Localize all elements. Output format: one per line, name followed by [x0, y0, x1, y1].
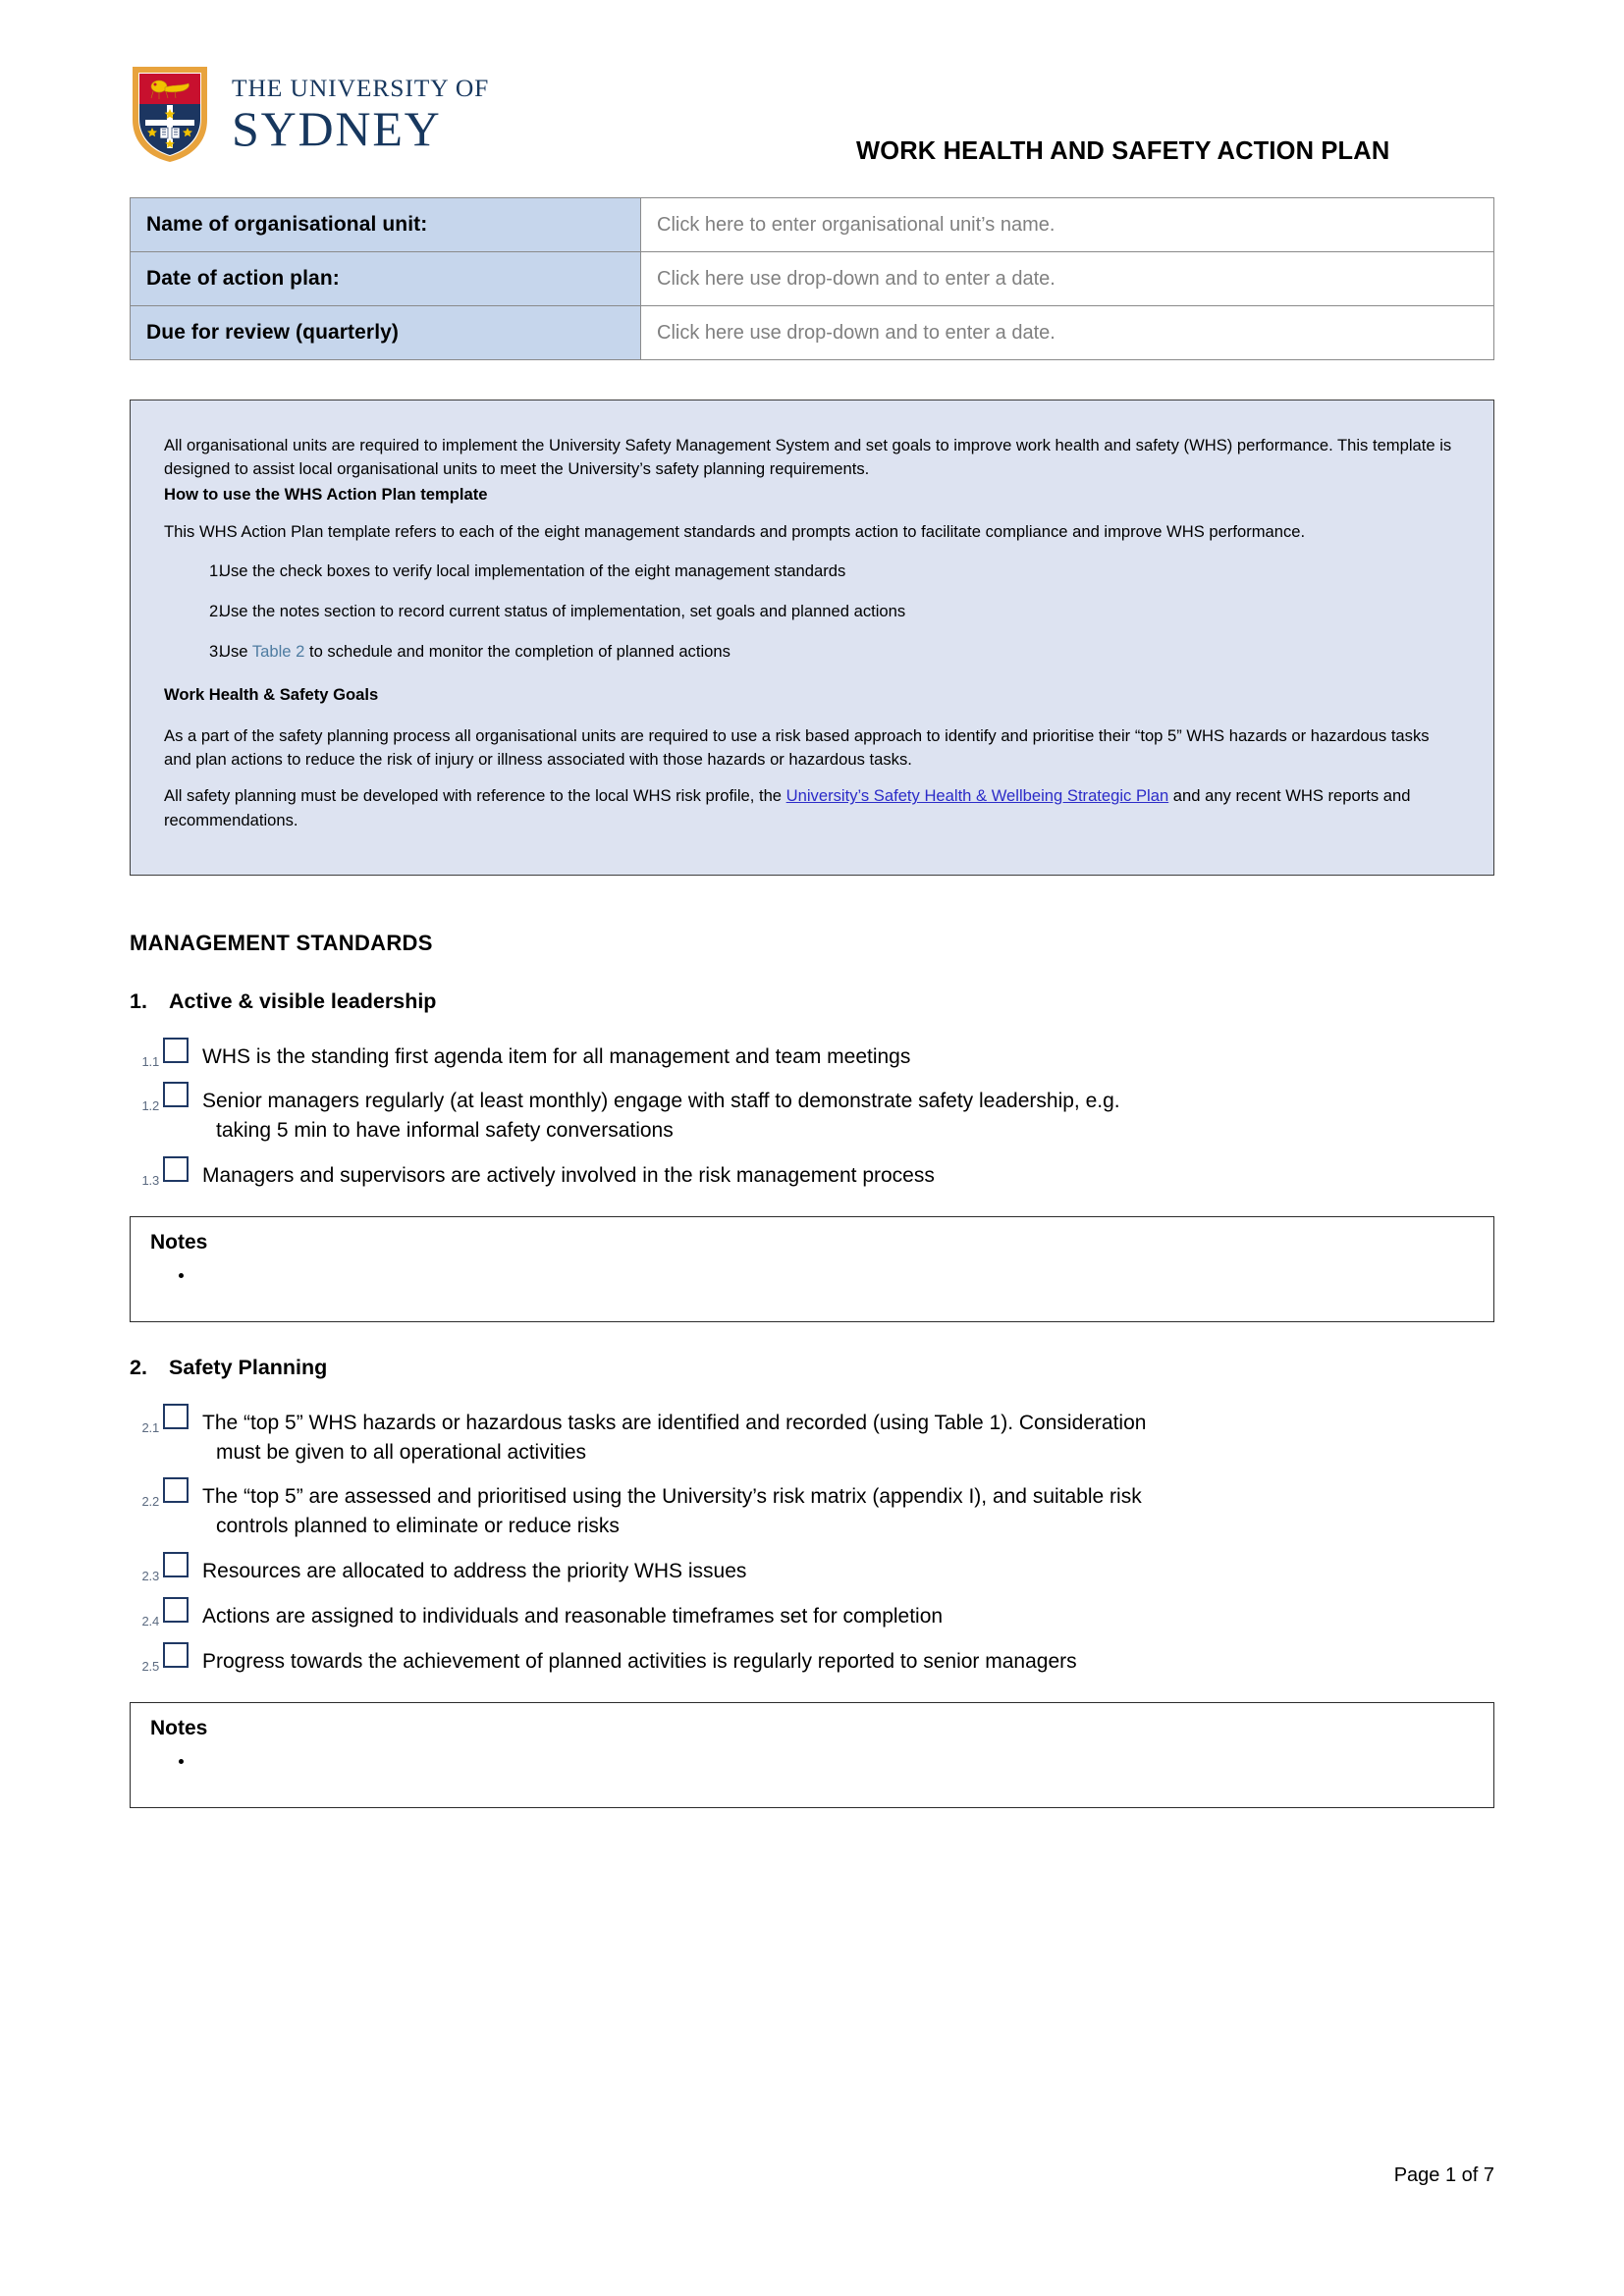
checklist-item-text — [189, 1078, 1120, 1146]
notes-bullet-list[interactable] — [150, 1750, 1474, 1772]
field-input-org-unit[interactable]: Click here to enter organisational unit’s name. — [641, 198, 1494, 252]
checklist-item-number: 1.2 — [141, 1098, 159, 1114]
field-input-date-of-plan[interactable]: Click here use drop-down and to enter a date. — [641, 252, 1494, 306]
checklist-item-text: WHS is the standing first agenda item for all management and team meetings — [202, 1044, 911, 1068]
checklist-item-line-2: must be given to all operational activities — [216, 1440, 587, 1464]
checklist-item-line-1: The “top 5” are assessed and prioritised using the University’s risk matrix (appendix I), and suitable risk — [202, 1485, 1142, 1509]
standard-title: Safety Planning — [169, 1355, 328, 1379]
table-2-crossref-link[interactable]: Table 2 — [251, 642, 305, 662]
notes-box-standard-2[interactable] — [130, 1702, 1494, 1808]
list-item — [130, 1593, 1494, 1631]
list-item — [130, 1034, 1494, 1072]
step-text-suffix: to schedule and monitor the completion of planned actions — [304, 642, 731, 662]
list-item — [130, 1638, 1494, 1677]
goals-paragraph: As a part of the safety planning process all organisational units are required to use a risk based approach to identify and prioritise their “top 5” WHS hazards or hazardous tasks and plan actions to reduce the risk of injury or illness associated with those hazards or hazardous tasks. — [164, 726, 1430, 770]
checklist-item-number: 1.3 — [141, 1173, 159, 1188]
notes-box-standard-1[interactable] — [130, 1216, 1494, 1322]
list-item — [164, 600, 1458, 623]
checklist-standard-1 — [130, 1034, 1494, 1191]
list-item — [130, 1152, 1494, 1191]
field-label-date-of-plan: Date of action plan: — [131, 252, 641, 306]
checklist-item-line-2: controls planned to eliminate or reduce risks — [216, 1515, 620, 1538]
checklist-item-number: 2.4 — [141, 1613, 159, 1629]
page-footer: Page 1 of 7 — [1393, 2164, 1494, 2186]
field-label-due-for-review: Due for review (quarterly) — [131, 306, 641, 360]
intro-paragraph-2: This WHS Action Plan template refers to each of the eight management standards and prompts action to facilitate compliance and improve WHS performance. — [164, 522, 1306, 542]
intro-paragraph-1: All organisational units are required to implement the University Safety Management System and set goals to improve work health and safety (WHS) performance. This template is designed to assist local organisational units to meet the University’s safety planning requirements. — [164, 436, 1452, 479]
reference-prefix: All safety planning must be developed with reference to the local WHS risk profile, the — [164, 786, 786, 806]
checklist-item-text — [189, 1473, 1142, 1541]
page-header — [130, 57, 1494, 189]
checkbox-2-3[interactable] — [163, 1552, 189, 1577]
list-item[interactable] — [195, 1750, 1474, 1772]
plan-details-table — [130, 197, 1494, 360]
list-item — [130, 1548, 1494, 1586]
checkbox-1-3[interactable] — [163, 1156, 189, 1182]
standard-heading-2 — [130, 1356, 1494, 1380]
instructions-panel — [130, 400, 1494, 876]
table-row — [131, 252, 1494, 306]
checklist-item-number: 2.2 — [141, 1494, 159, 1510]
field-input-due-for-review[interactable]: Click here use drop-down and to enter a date. — [641, 306, 1494, 360]
wordmark-line-1: THE UNIVERSITY OF — [232, 74, 490, 103]
list-item — [130, 1473, 1494, 1541]
page-title: WORK HEALTH AND SAFETY ACTION PLAN — [856, 137, 1390, 165]
checkbox-2-5[interactable] — [163, 1642, 189, 1668]
university-of-sydney-crest-icon — [130, 63, 210, 165]
checklist-item-number: 2.5 — [141, 1658, 159, 1674]
step-number: 2. — [209, 602, 223, 621]
checklist-item-line-1: Senior managers regularly (at least monthly) engage with staff to demonstrate safety leadership, e.g. — [202, 1090, 1120, 1113]
table-row — [131, 198, 1494, 252]
checklist-item-number: 2.1 — [141, 1419, 159, 1435]
reference-paragraph — [164, 784, 1458, 831]
step-text: Use the check boxes to verify local implementation of the eight management standards — [219, 561, 846, 581]
step-text-prefix: Use — [219, 642, 252, 662]
university-logo — [130, 57, 489, 165]
checklist-item-line-1: The “top 5” WHS hazards or hazardous tasks are identified and recorded (using Table 1). Consideration — [202, 1411, 1147, 1434]
standard-number: 2. — [130, 1355, 147, 1379]
notes-heading: Notes — [150, 1716, 208, 1739]
table-row — [131, 306, 1494, 360]
list-item — [164, 560, 1458, 583]
step-number: 1. — [209, 561, 223, 581]
standard-title: Active & visible leadership — [169, 988, 437, 1013]
management-standards-heading: MANAGEMENT STANDARDS — [130, 930, 433, 955]
checkbox-2-4[interactable] — [163, 1597, 189, 1623]
checklist-item-text: Resources are allocated to address the priority WHS issues — [202, 1560, 747, 1583]
checklist-item-line-2: taking 5 min to have informal safety conversations — [216, 1119, 674, 1143]
instruction-steps-list — [164, 560, 1458, 664]
list-item — [130, 1400, 1494, 1468]
checkbox-1-1[interactable] — [163, 1038, 189, 1063]
checkbox-2-1[interactable] — [163, 1404, 189, 1429]
checkbox-2-2[interactable] — [163, 1477, 189, 1503]
checklist-item-text — [189, 1400, 1146, 1468]
checklist-item-text: Actions are assigned to individuals and reasonable timeframes set for completion — [202, 1604, 944, 1628]
notes-heading: Notes — [150, 1230, 208, 1254]
step-text — [219, 640, 731, 664]
checklist-item-text: Managers and supervisors are actively involved in the risk management process — [202, 1164, 935, 1187]
step-text: Use the notes section to record current status of implementation, set goals and planned actions — [219, 602, 906, 621]
strategic-plan-link[interactable]: University’s Safety Health & Wellbeing Strategic Plan — [785, 786, 1169, 806]
checklist-item-number: 2.3 — [141, 1569, 159, 1584]
checklist-item-text: Progress towards the achievement of planned activities is regularly reported to senior managers — [202, 1649, 1077, 1673]
list-item — [130, 1078, 1494, 1146]
university-wordmark — [232, 74, 490, 156]
how-to-heading: How to use the WHS Action Plan template — [164, 485, 488, 505]
list-item — [164, 640, 1458, 664]
checkbox-1-2[interactable] — [163, 1082, 189, 1107]
reference-suffix: and any recent WHS reports and recommendations. — [164, 786, 1411, 829]
checklist-standard-2 — [130, 1400, 1494, 1677]
step-number: 3. — [209, 642, 223, 662]
standard-heading-1 — [130, 989, 1494, 1014]
field-label-org-unit: Name of organisational unit: — [131, 198, 641, 252]
checklist-item-number: 1.1 — [141, 1053, 159, 1069]
notes-bullet-list[interactable] — [150, 1264, 1474, 1286]
goals-heading: Work Health & Safety Goals — [164, 685, 379, 705]
wordmark-line-2: SYDNEY — [232, 100, 442, 156]
list-item[interactable] — [195, 1264, 1474, 1286]
standard-number: 1. — [130, 988, 147, 1013]
